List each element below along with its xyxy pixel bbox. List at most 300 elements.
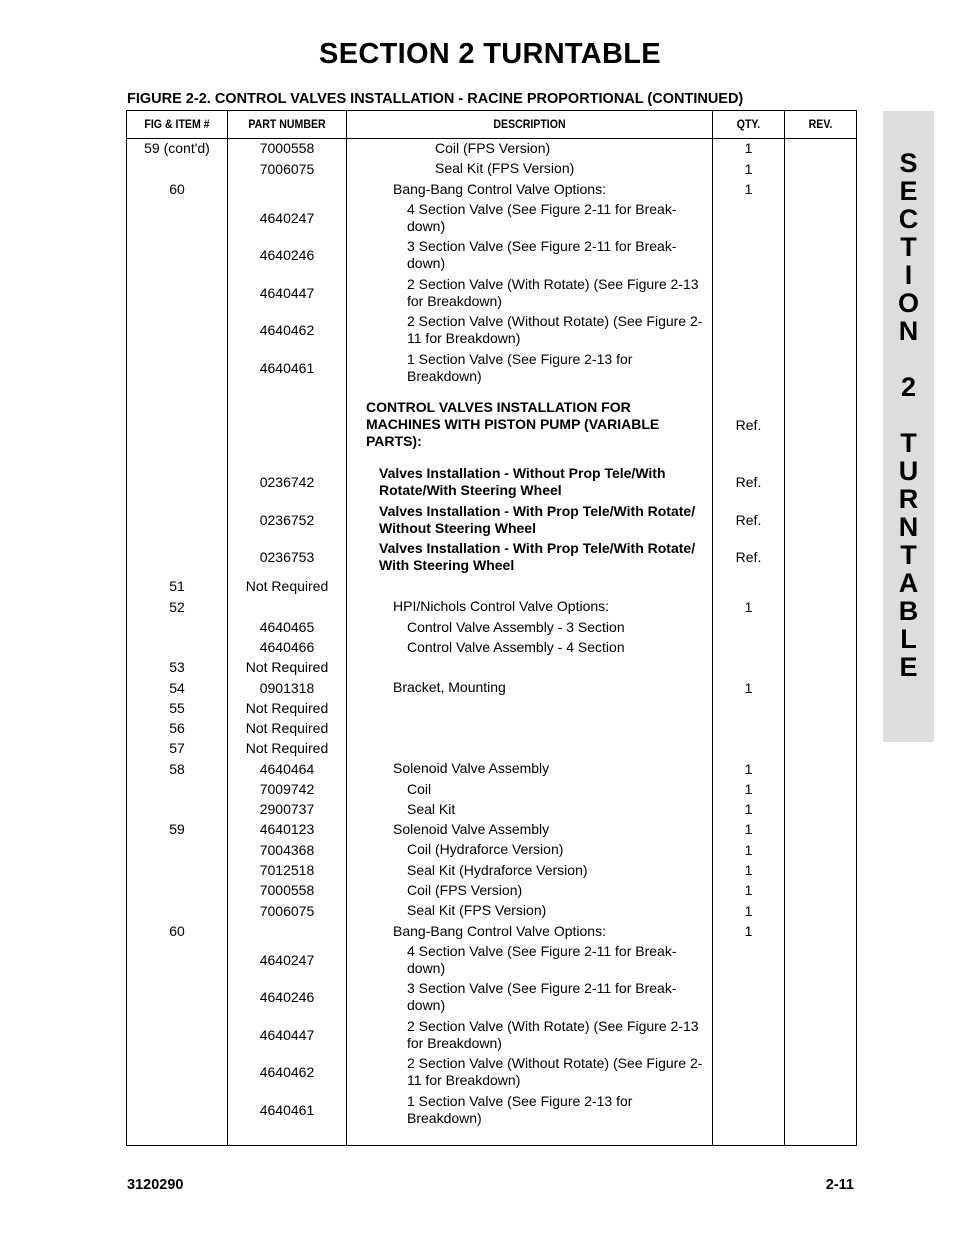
part-number-cell-text: 7006075 <box>259 160 315 177</box>
description-cell <box>347 538 712 576</box>
description-cell <box>347 819 712 839</box>
fig-item-cell <box>127 1053 227 1091</box>
part-number-cell-text: 4640464 <box>259 760 315 777</box>
document-number: 3120290 <box>127 1177 184 1193</box>
table-row <box>127 860 856 880</box>
table-row <box>127 698 856 718</box>
fig-item-cell-text: 52 <box>169 598 185 615</box>
table-row <box>127 758 856 779</box>
description-cell-text: 4 Section Valve (See Figure 2-11 for Break-down) <box>407 942 677 976</box>
qty-cell <box>713 738 784 758</box>
part-number-cell-text: 4640462 <box>259 322 315 338</box>
header-qty: QTY. <box>736 117 761 131</box>
side-tab-letter: O <box>897 288 919 318</box>
description-cell <box>347 880 712 900</box>
fig-item-cell-text: 58 <box>169 760 185 777</box>
description-cell <box>347 158 712 179</box>
table-row <box>127 921 856 941</box>
description-cell <box>347 758 712 779</box>
description-cell <box>347 443 712 463</box>
table-row <box>127 779 856 799</box>
table-row <box>127 738 856 758</box>
fig-item-cell-text: 54 <box>169 679 185 696</box>
description-cell-text: CONTROL VALVES INSTALLATION FOR MACHINES WITH PISTON PUMP (VARIABLE PARTS): <box>366 399 660 449</box>
qty-cell-text: 1 <box>744 598 753 615</box>
qty-cell-text: 1 <box>744 140 753 156</box>
side-tab-letter: R <box>898 484 919 514</box>
table-row <box>127 978 856 1016</box>
description-cell <box>347 941 712 978</box>
table-row <box>127 799 856 819</box>
side-tab-letter: S <box>899 148 918 178</box>
table-row <box>127 349 856 386</box>
side-tab-letter: T <box>900 232 917 262</box>
side-tab-letter: E <box>899 176 918 206</box>
fig-item-cell <box>127 158 227 179</box>
fig-item-cell <box>127 900 227 921</box>
part-number-cell <box>228 406 346 443</box>
fig-item-cell-text: 51 <box>169 578 185 594</box>
fig-item-cell <box>127 596 227 617</box>
fig-item-cell <box>127 718 227 738</box>
description-cell <box>347 138 712 158</box>
description-cell-text: Valves Installation - Without Prop Tele/With Rotate/With Steering Wheel <box>379 465 666 498</box>
description-cell-text: Coil <box>407 780 432 797</box>
description-cell <box>347 617 712 637</box>
part-number-cell <box>228 738 346 758</box>
description-cell-text: Coil (Hydraforce Version) <box>407 841 564 857</box>
table-row <box>127 463 856 501</box>
side-tab-letter: B <box>898 596 919 626</box>
part-number-cell <box>228 158 346 179</box>
description-cell-text: Solenoid Valve Assembly <box>393 760 550 776</box>
description-cell-text: 1 Section Valve (See Figure 2-13 for Breakdown) <box>407 1092 633 1126</box>
table-row <box>127 538 856 576</box>
part-number-cell <box>228 779 346 799</box>
qty-cell <box>713 158 784 179</box>
description-cell <box>347 921 712 941</box>
section-title: SECTION 2 TURNTABLE <box>319 38 661 70</box>
description-cell <box>347 698 712 718</box>
description-cell-text: 2 Section Valve (Without Rotate) (See Figure 2-11 for Breakdown) <box>407 1055 703 1088</box>
fig-item-cell <box>127 839 227 860</box>
table-row <box>127 1053 856 1091</box>
part-number-cell-text: 7000558 <box>259 882 315 898</box>
qty-cell <box>713 880 784 900</box>
table-row <box>127 880 856 900</box>
description-cell-text: 3 Section Valve (See Figure 2-11 for Break-down) <box>407 238 677 271</box>
part-number-cell-text: 4640462 <box>259 1064 315 1080</box>
part-number-cell <box>228 199 346 236</box>
fig-item-cell-text: 59 <box>169 821 185 837</box>
part-number-cell-text: Not Required <box>245 700 329 716</box>
part-number-cell-text: 4640247 <box>259 951 315 968</box>
description-cell <box>347 463 712 501</box>
part-number-cell <box>228 799 346 819</box>
qty-cell <box>713 860 784 880</box>
part-number-cell-text: 4640465 <box>259 619 315 635</box>
part-number-cell <box>228 349 346 386</box>
table-row <box>127 637 856 657</box>
part-number-cell <box>228 921 346 941</box>
part-number-cell <box>228 386 346 406</box>
part-number-cell <box>228 677 346 698</box>
table-row <box>127 576 856 596</box>
part-number-cell-text: Not Required <box>245 740 329 756</box>
part-number-cell-text: 7000558 <box>259 140 315 156</box>
part-number-cell <box>228 978 346 1016</box>
description-cell-text: Seal Kit (FPS Version) <box>435 160 575 176</box>
part-number-cell-text: 4640246 <box>259 989 315 1005</box>
part-number-cell <box>228 274 346 311</box>
qty-cell-text: 1 <box>744 862 753 878</box>
fig-item-cell <box>127 880 227 900</box>
description-cell-text: Bang-Bang Control Valve Options: <box>393 922 606 939</box>
part-number-cell <box>228 718 346 738</box>
description-cell <box>347 236 712 274</box>
part-number-cell <box>228 758 346 779</box>
qty-cell <box>713 138 784 158</box>
part-number-cell-text: 4640461 <box>259 1101 315 1118</box>
fig-item-cell <box>127 698 227 718</box>
description-cell <box>347 657 712 677</box>
qty-cell <box>713 596 784 617</box>
table-row <box>127 657 856 677</box>
part-number-cell-text: 4640466 <box>259 639 315 655</box>
description-cell-text: Solenoid Valve Assembly <box>393 820 550 837</box>
fig-item-cell-text: 55 <box>169 700 185 716</box>
description-cell-text: 1 Section Valve (See Figure 2-13 for Breakdown) <box>407 350 633 384</box>
table-row <box>127 718 856 738</box>
header-fig-item: FIG & ITEM # <box>144 117 210 131</box>
qty-cell <box>713 199 784 236</box>
table-row <box>127 158 856 179</box>
part-number-cell-text: 4640447 <box>259 1026 315 1043</box>
fig-item-cell <box>127 1016 227 1053</box>
table-row <box>127 839 856 860</box>
part-number-cell <box>228 637 346 657</box>
fig-item-cell <box>127 617 227 637</box>
part-number-cell <box>228 138 346 158</box>
table-row <box>127 274 856 311</box>
part-number-cell <box>228 941 346 978</box>
qty-cell-text: 1 <box>744 160 753 177</box>
description-cell-text: Bracket, Mounting <box>393 679 506 695</box>
qty-cell <box>713 443 784 463</box>
part-number-cell-text: 7004368 <box>259 841 315 858</box>
side-tab-letter <box>883 345 934 373</box>
part-number-cell <box>228 819 346 839</box>
description-cell-text: 2 Section Valve (With Rotate) (See Figure 2-13 for Breakdown) <box>407 1017 699 1051</box>
side-tab-letter: A <box>898 568 919 598</box>
parts-table <box>126 110 857 1146</box>
description-cell <box>347 179 712 199</box>
table-row <box>127 138 856 158</box>
part-number-cell <box>228 501 346 538</box>
fig-item-cell-text: 57 <box>169 740 185 756</box>
qty-cell-text: 1 <box>744 902 753 919</box>
part-number-cell-text: 0236752 <box>259 511 315 528</box>
description-cell <box>347 677 712 698</box>
qty-cell <box>713 538 784 576</box>
qty-cell-text: 1 <box>744 882 753 898</box>
part-number-cell <box>228 657 346 677</box>
qty-cell <box>713 236 784 274</box>
header-rev: REV. <box>808 117 833 131</box>
description-cell-text: Seal Kit (Hydraforce Version) <box>407 861 588 878</box>
fig-item-cell <box>127 406 227 443</box>
fig-item-cell <box>127 179 227 199</box>
table-row <box>127 941 856 978</box>
table-row <box>127 501 856 538</box>
qty-cell <box>713 1016 784 1053</box>
qty-cell <box>713 311 784 349</box>
part-number-cell-text: 0236742 <box>259 474 315 490</box>
part-number-cell-text: 4640447 <box>259 284 315 301</box>
table-row <box>127 900 856 921</box>
qty-cell <box>713 779 784 799</box>
qty-cell <box>713 657 784 677</box>
table-row <box>127 179 856 199</box>
fig-item-cell <box>127 443 227 463</box>
side-tab-letter: U <box>898 456 919 486</box>
description-cell <box>347 637 712 657</box>
description-cell <box>347 1091 712 1128</box>
part-number-cell <box>228 311 346 349</box>
section-side-tab <box>883 111 934 742</box>
fig-item-cell <box>127 199 227 236</box>
side-tab-letter: 2 <box>900 372 917 402</box>
qty-cell <box>713 978 784 1016</box>
fig-item-cell <box>127 860 227 880</box>
qty-cell <box>713 758 784 779</box>
side-tab-letter: T <box>900 428 917 458</box>
qty-cell <box>713 637 784 657</box>
description-cell-text: 4 Section Valve (See Figure 2-11 for Break-down) <box>407 200 677 234</box>
table-row <box>127 819 856 839</box>
part-number-cell <box>228 860 346 880</box>
part-number-cell <box>228 839 346 860</box>
part-number-cell-text: 2900737 <box>259 801 315 817</box>
qty-cell <box>713 501 784 538</box>
header-description: DESCRIPTION <box>493 117 566 131</box>
side-tab-letter: N <box>898 512 919 542</box>
side-tab-letter <box>883 401 934 429</box>
side-tab-letter: C <box>898 204 919 234</box>
qty-cell-text: Ref. <box>735 416 762 433</box>
qty-cell-text: 1 <box>744 841 753 858</box>
qty-cell <box>713 839 784 860</box>
description-cell-text: 2 Section Valve (Without Rotate) (See Figure 2-11 for Breakdown) <box>407 313 703 346</box>
part-number-cell-text: Not Required <box>245 578 329 594</box>
fig-item-cell <box>127 941 227 978</box>
part-number-cell <box>228 900 346 921</box>
table-row <box>127 443 856 463</box>
table-row <box>127 236 856 274</box>
part-number-cell-text: 7009742 <box>259 781 315 797</box>
fig-item-cell-text: 59 (cont'd) <box>144 140 210 156</box>
qty-cell <box>713 349 784 386</box>
fig-item-cell <box>127 758 227 779</box>
description-cell <box>347 738 712 758</box>
description-cell <box>347 978 712 1016</box>
side-tab-letter: I <box>904 260 913 290</box>
part-number-cell <box>228 179 346 199</box>
part-number-cell-text: 4640461 <box>259 359 315 376</box>
fig-item-cell <box>127 386 227 406</box>
fig-item-cell <box>127 463 227 501</box>
description-cell <box>347 799 712 819</box>
table-row <box>127 1091 856 1128</box>
qty-cell-text: 1 <box>744 781 753 797</box>
qty-cell <box>713 677 784 698</box>
part-number-cell-text: 4640246 <box>259 247 315 263</box>
description-cell-text: Coil (FPS Version) <box>407 881 523 898</box>
fig-item-cell <box>127 657 227 677</box>
qty-cell <box>713 463 784 501</box>
description-cell-text: 3 Section Valve (See Figure 2-11 for Break-down) <box>407 980 677 1013</box>
fig-item-cell <box>127 538 227 576</box>
description-cell <box>347 349 712 386</box>
description-cell <box>347 900 712 921</box>
qty-cell-text: Ref. <box>735 511 762 528</box>
qty-cell <box>713 274 784 311</box>
qty-cell <box>713 386 784 406</box>
part-number-cell-text: 0236753 <box>259 549 315 565</box>
part-number-cell-text: 0901318 <box>259 679 315 696</box>
description-cell-text: Valves Installation - With Prop Tele/With Rotate/ With Steering Wheel <box>379 540 696 573</box>
fig-item-cell <box>127 311 227 349</box>
description-cell <box>347 576 712 596</box>
fig-item-cell <box>127 274 227 311</box>
qty-cell-text: Ref. <box>735 549 762 565</box>
part-number-cell <box>228 880 346 900</box>
description-cell-text: Seal Kit <box>407 800 456 817</box>
description-cell-text: Valves Installation - With Prop Tele/With Rotate/ Without Steering Wheel <box>379 502 696 536</box>
description-cell-text: Bang-Bang Control Valve Options: <box>393 180 606 197</box>
description-cell-text: Control Valve Assembly - 3 Section <box>407 618 625 635</box>
part-number-cell <box>228 443 346 463</box>
part-number-cell-text: Not Required <box>245 659 329 675</box>
fig-item-cell <box>127 138 227 158</box>
part-number-cell <box>228 1016 346 1053</box>
part-number-cell <box>228 617 346 637</box>
qty-cell-text: 1 <box>744 679 753 696</box>
part-number-cell <box>228 698 346 718</box>
description-cell <box>347 1053 712 1091</box>
qty-cell <box>713 819 784 839</box>
fig-item-cell-text: 60 <box>169 181 185 197</box>
qty-cell-text: 1 <box>744 923 753 939</box>
description-cell <box>347 311 712 349</box>
description-cell-text: 2 Section Valve (With Rotate) (See Figure 2-13 for Breakdown) <box>407 275 699 309</box>
qty-cell <box>713 406 784 443</box>
table-header <box>127 111 856 139</box>
description-cell-text: Coil (FPS Version) <box>435 139 551 156</box>
figure-title: FIGURE 2-2. CONTROL VALVES INSTALLATION - RACINE PROPORTIONAL (CONTINUED) <box>127 91 744 107</box>
qty-cell <box>713 617 784 637</box>
side-tab-letter: L <box>900 624 917 654</box>
part-number-cell <box>228 463 346 501</box>
qty-cell <box>713 718 784 738</box>
qty-cell <box>713 576 784 596</box>
qty-cell-text: 1 <box>744 760 753 777</box>
fig-item-cell-text: 56 <box>169 720 185 736</box>
side-tab-letter: N <box>898 316 919 346</box>
fig-item-cell <box>127 799 227 819</box>
table-row <box>127 199 856 236</box>
side-tab-letter: T <box>900 540 917 570</box>
part-number-cell <box>228 538 346 576</box>
qty-cell <box>713 179 784 199</box>
fig-item-cell <box>127 738 227 758</box>
part-number-cell-text: 4640123 <box>259 821 315 837</box>
description-cell <box>347 718 712 738</box>
header-part-number: PART NUMBER <box>248 117 326 131</box>
part-number-cell-text: Not Required <box>245 720 329 736</box>
fig-item-cell <box>127 349 227 386</box>
fig-item-cell <box>127 576 227 596</box>
fig-item-cell <box>127 921 227 941</box>
qty-cell <box>713 921 784 941</box>
qty-cell <box>713 900 784 921</box>
side-tab-letter: E <box>899 652 918 682</box>
qty-cell <box>713 1091 784 1128</box>
page-number: 2-11 <box>825 1177 854 1193</box>
fig-item-cell-text: 60 <box>169 923 185 939</box>
part-number-cell-text: 4640247 <box>259 209 315 226</box>
table-row <box>127 311 856 349</box>
qty-cell-text: 1 <box>744 821 753 837</box>
qty-cell <box>713 1053 784 1091</box>
description-cell <box>347 779 712 799</box>
part-number-cell-text: 7012518 <box>259 862 315 878</box>
qty-cell-text: Ref. <box>735 474 762 490</box>
table-row <box>127 617 856 637</box>
part-number-cell <box>228 1091 346 1128</box>
fig-item-cell <box>127 236 227 274</box>
fig-item-cell <box>127 677 227 698</box>
description-cell-text: Control Valve Assembly - 4 Section <box>407 638 625 655</box>
qty-cell <box>713 698 784 718</box>
table-row <box>127 596 856 617</box>
table-body <box>127 138 856 1128</box>
description-cell <box>347 596 712 617</box>
fig-item-cell <box>127 1091 227 1128</box>
fig-item-cell <box>127 779 227 799</box>
qty-cell-text: 1 <box>744 181 753 197</box>
fig-item-cell <box>127 978 227 1016</box>
description-cell <box>347 860 712 880</box>
qty-cell-text: 1 <box>744 801 753 817</box>
part-number-cell <box>228 236 346 274</box>
part-number-cell <box>228 576 346 596</box>
part-number-cell-text: 7006075 <box>259 902 315 919</box>
table-row <box>127 1016 856 1053</box>
qty-cell <box>713 799 784 819</box>
fig-item-cell <box>127 637 227 657</box>
fig-item-cell <box>127 819 227 839</box>
description-cell <box>347 399 712 449</box>
part-number-cell <box>228 596 346 617</box>
table-row <box>127 677 856 698</box>
description-cell-text: HPI/Nichols Control Valve Options: <box>393 598 610 614</box>
description-cell-text: Seal Kit (FPS Version) <box>407 902 547 918</box>
description-cell <box>347 199 712 236</box>
fig-item-cell-text: 53 <box>169 659 185 675</box>
description-cell <box>347 839 712 860</box>
description-cell <box>347 501 712 538</box>
